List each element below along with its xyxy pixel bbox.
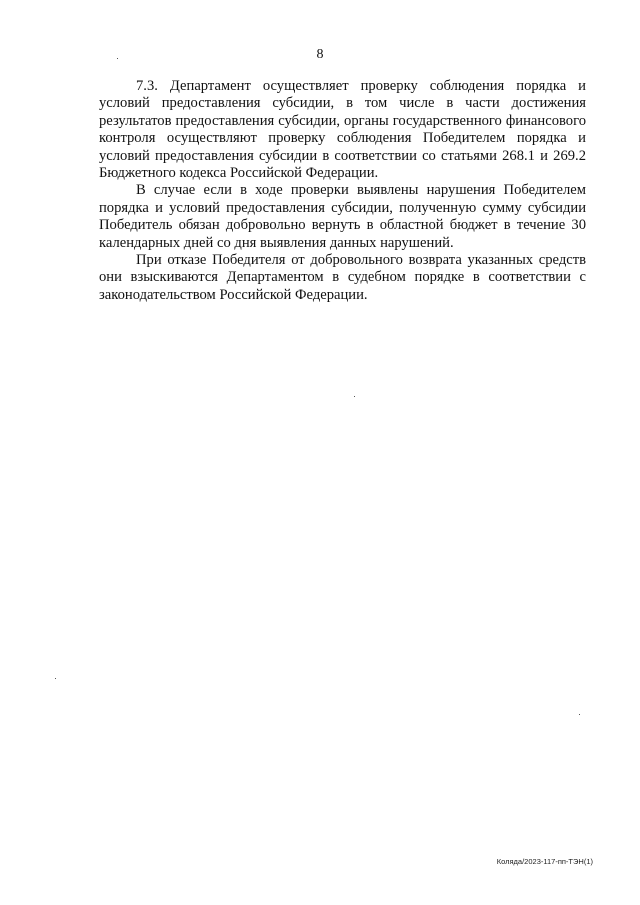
footer-document-code: Коляда/2023-117-пп-ТЭН(1): [496, 857, 593, 866]
paragraph-7-3: 7.3. Департамент осуществляет проверку соблюдения порядка и условий предоставления субсидии, в том числе в части достижения результатов предоставления субсидии, органы государственного финансового контроля осуществляют проверку соблюдения Победителем порядка и условий предоставления субсидии в соответствии со статьями 268.1 и 269.2 Бюджетного кодекса Российской Федерации.: [99, 78, 586, 182]
scan-speck: [117, 58, 118, 59]
page-number: 8: [316, 47, 324, 62]
document-body: [99, 78, 586, 304]
scan-speck: [579, 714, 580, 715]
scan-speck: [55, 678, 56, 679]
paragraph-violations: В случае если в ходе проверки выявлены нарушения Победителем порядка и условий предоставления субсидии, полученную сумму субсидии Победитель обязан добровольно вернуть в областной бюджет в течение 30 календарных дней со дня выявления данных нарушений.: [99, 182, 586, 251]
scan-speck: [354, 396, 355, 397]
paragraph-refusal: При отказе Победителя от добровольного возврата указанных средств они взыскиваются Департаментом в судебном порядке в соответствии с законодательством Российской Федерации.: [99, 252, 586, 303]
